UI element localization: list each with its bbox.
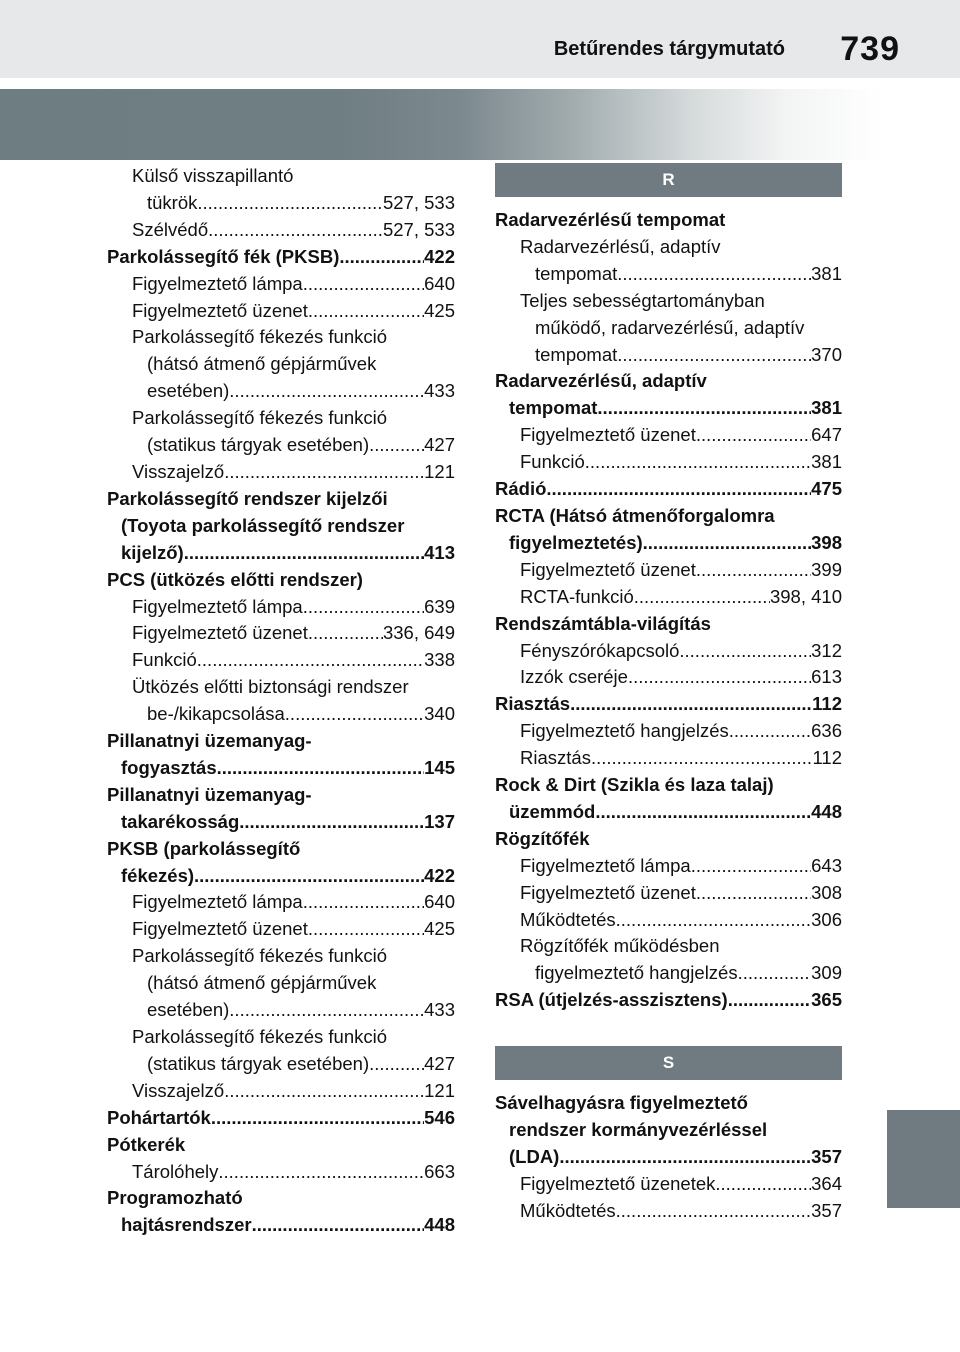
entry-page-ref: 398, 410 — [769, 585, 842, 607]
entry-term: Külső visszapillantó — [132, 165, 294, 186]
index-entry — [107, 755, 455, 782]
entry-page-ref: 121 — [424, 460, 455, 482]
entry-term: (Toyota parkolássegítő rendszer — [121, 514, 405, 536]
index-entry — [107, 701, 455, 728]
index-entry — [107, 1159, 455, 1186]
entry-term: Ütközés előtti biztonsági rendszer — [132, 676, 409, 698]
entry-term: Figyelmeztető lámpa — [132, 891, 303, 913]
entry-page-ref: 121 — [424, 1079, 455, 1101]
dot-leader — [728, 987, 811, 1014]
index-entry — [495, 933, 842, 960]
entry-term: tempomat — [535, 343, 618, 365]
index-entry — [495, 207, 842, 234]
index-entry — [107, 244, 455, 271]
entry-term: (statikus tárgyak esetében) — [147, 1052, 370, 1074]
entry-term: Riasztás — [495, 693, 571, 715]
index-entry — [495, 853, 842, 880]
entry-term: Figyelmeztető lámpa — [520, 854, 691, 876]
index-entry — [107, 1024, 455, 1051]
index-entry — [107, 809, 455, 836]
entry-term: (LDA) — [509, 1146, 560, 1167]
entry-page-ref: 336, 649 — [382, 622, 455, 644]
dot-leader — [308, 298, 424, 325]
index-entry — [495, 557, 842, 584]
entry-page-ref: 306 — [811, 908, 842, 930]
entry-term: Riasztás — [520, 747, 591, 769]
entry-term: Rögzítőfék működésben — [520, 935, 720, 957]
index-entry — [495, 611, 842, 638]
section-heading: R — [495, 163, 842, 197]
index-entry — [107, 217, 455, 244]
entry-term: Tárolóhely — [132, 1160, 219, 1182]
dot-leader — [691, 853, 811, 880]
index-entry — [495, 342, 842, 369]
index-entry — [495, 1171, 842, 1198]
index-entry — [495, 315, 842, 342]
index-column-left — [107, 163, 455, 1239]
entry-page-ref: 381 — [811, 397, 842, 419]
dot-leader — [617, 261, 811, 288]
index-entry — [495, 664, 842, 691]
dot-leader — [729, 718, 811, 745]
dot-leader — [643, 530, 811, 557]
entry-page-ref: 647 — [811, 424, 842, 446]
index-entry — [107, 298, 455, 325]
entry-term: Programozható — [107, 1187, 243, 1209]
dot-leader — [224, 1078, 424, 1105]
index-entry — [107, 405, 455, 432]
dot-leader — [252, 1212, 425, 1239]
index-entry — [107, 1185, 455, 1212]
entry-page-ref: 370 — [811, 343, 842, 365]
entry-page-ref: 145 — [424, 756, 455, 778]
dot-leader — [738, 960, 812, 987]
entry-term: Figyelmeztető üzenet — [132, 622, 308, 644]
index-column-right — [495, 163, 842, 1225]
entry-term: Parkolássegítő rendszer kijelzői — [107, 487, 388, 509]
entry-page-ref: 643 — [811, 854, 842, 876]
entry-page-ref: 640 — [424, 272, 455, 294]
dot-leader — [285, 701, 424, 728]
page-number: 739 — [840, 30, 900, 68]
entry-term: Funkció — [520, 451, 585, 473]
dot-leader — [570, 691, 812, 718]
entry-term: Figyelmeztető üzenetek — [520, 1172, 716, 1194]
entry-term: kijelző) — [121, 541, 184, 563]
entry-page-ref: 546 — [424, 1106, 455, 1128]
entry-term: Figyelmeztető hangjelzés — [520, 720, 729, 742]
entry-term: PCS (ütközés előtti rendszer) — [107, 568, 363, 590]
entry-term: (hátsó átmenő gépjárművek — [147, 972, 377, 994]
dot-leader — [679, 638, 811, 665]
entry-term: Parkolássegítő fékezés funkció — [132, 326, 388, 348]
entry-term: Pillanatnyi üzemanyag- — [107, 783, 312, 805]
dot-leader — [229, 997, 424, 1024]
entry-page-ref: 448 — [424, 1214, 455, 1236]
entry-term: Izzók cseréje — [520, 666, 628, 688]
index-entry — [495, 1144, 842, 1171]
index-entry — [107, 351, 455, 378]
dot-leader — [595, 799, 811, 826]
entry-term: Fényszórókapcsoló — [520, 639, 680, 661]
entry-page-ref: 112 — [812, 747, 842, 769]
index-entry — [107, 432, 455, 459]
dot-leader — [211, 1105, 424, 1132]
index-entry — [107, 459, 455, 486]
entry-page-ref: 422 — [424, 245, 455, 267]
entry-term: Figyelmeztető üzenet — [132, 299, 308, 321]
page-title: Betűrendes tárgymutató — [553, 38, 785, 60]
entry-term: Sávelhagyásra figyelmeztető — [495, 1092, 748, 1114]
entry-term: Visszajelző — [132, 1079, 225, 1101]
index-entry — [107, 970, 455, 997]
entry-page-ref: 338 — [424, 649, 455, 671]
entry-term: Parkolássegítő fékezés funkció — [132, 407, 388, 429]
section-heading: S — [495, 1046, 842, 1080]
index-entry — [495, 584, 842, 611]
entry-term: PKSB (parkolássegítő — [107, 837, 301, 859]
index-entry — [107, 889, 455, 916]
entry-term: Figyelmeztető üzenet — [132, 918, 308, 940]
index-entry — [495, 960, 842, 987]
entry-page-ref: 381 — [811, 262, 842, 284]
entry-term: Parkolássegítő fékezés funkció — [132, 1026, 388, 1047]
dot-leader — [628, 664, 811, 691]
dot-leader — [585, 449, 811, 476]
entry-term: Parkolássegítő fék (PKSB) — [107, 245, 340, 267]
entry-term: Pohártartók — [107, 1106, 211, 1128]
entry-page-ref: 433 — [424, 999, 455, 1021]
entry-term: tempomat — [535, 262, 618, 284]
index-entry — [495, 234, 842, 261]
dot-leader — [218, 1159, 424, 1186]
entry-page-ref: 527, 533 — [382, 218, 455, 240]
entry-term: tempomat — [509, 397, 598, 419]
index-entry — [107, 190, 455, 217]
index-entry — [107, 1051, 455, 1078]
index-entry — [107, 540, 455, 567]
entry-term: Figyelmeztető üzenet — [520, 881, 696, 903]
entry-term: Visszajelző — [132, 460, 225, 482]
entry-page-ref: 663 — [424, 1160, 455, 1182]
index-entry — [495, 395, 842, 422]
index-entry — [495, 691, 842, 718]
entry-page-ref: 112 — [812, 693, 842, 715]
dot-leader — [369, 432, 424, 459]
dot-leader — [696, 557, 811, 584]
section-gap — [495, 1014, 842, 1046]
entry-term: takarékosság — [121, 810, 240, 832]
entry-page-ref: 381 — [811, 451, 842, 473]
index-entry — [495, 288, 842, 315]
entry-term: Figyelmeztető lámpa — [132, 595, 303, 617]
index-entry — [107, 567, 455, 594]
index-entry — [495, 1090, 842, 1117]
index-entry — [495, 718, 842, 745]
entry-page-ref: 413 — [424, 541, 455, 563]
dot-leader — [634, 584, 770, 611]
index-entry — [495, 422, 842, 449]
dot-leader — [217, 755, 425, 782]
dot-leader — [308, 916, 424, 943]
entry-term: hajtásrendszer — [121, 1214, 252, 1236]
dot-leader — [546, 476, 811, 503]
entry-term: (statikus tárgyak esetében) — [147, 434, 370, 456]
entry-term: Működtetés — [520, 908, 616, 930]
dot-leader — [591, 745, 813, 772]
entry-term: Pillanatnyi üzemanyag- — [107, 730, 312, 752]
entry-term: fékezés) — [121, 864, 195, 886]
entry-page-ref: 309 — [811, 962, 842, 984]
entry-page-ref: 357 — [811, 1146, 842, 1167]
index-entry — [107, 513, 455, 540]
entry-page-ref: 364 — [811, 1172, 842, 1194]
dot-leader — [616, 907, 811, 934]
index-entry — [107, 997, 455, 1024]
entry-page-ref: 448 — [811, 800, 842, 822]
index-entry — [495, 772, 842, 799]
dot-leader — [308, 620, 383, 647]
index-entry — [495, 530, 842, 557]
entry-term: esetében) — [147, 999, 230, 1021]
entry-term: Rögzítőfék — [495, 827, 590, 849]
index-entry — [107, 863, 455, 890]
index-entry — [107, 647, 455, 674]
index-entry — [107, 324, 455, 351]
entry-page-ref: 422 — [424, 864, 455, 886]
entry-term: Radarvezérlésű, adaptív — [520, 235, 721, 257]
entry-term: Figyelmeztető üzenet — [520, 424, 696, 446]
header-banner — [0, 89, 960, 160]
entry-term: Figyelmeztető üzenet — [520, 558, 696, 580]
entry-page-ref: 475 — [811, 478, 842, 500]
entry-term: működő, radarvezérlésű, adaptív — [535, 316, 805, 338]
entry-page-ref: 357 — [811, 1199, 842, 1221]
entry-page-ref: 398 — [811, 531, 842, 553]
dot-leader — [229, 378, 424, 405]
entry-term: Rádió — [495, 478, 547, 500]
index-entry — [107, 782, 455, 809]
index-entry — [107, 1212, 455, 1239]
dot-leader — [197, 647, 424, 674]
index-entry — [495, 1117, 842, 1144]
dot-leader — [208, 217, 383, 244]
entry-page-ref: 308 — [811, 881, 842, 903]
dot-leader — [303, 889, 424, 916]
entry-term: Működtetés — [520, 1199, 616, 1221]
dot-leader — [559, 1144, 811, 1171]
entry-term: Funkció — [132, 649, 197, 671]
dot-leader — [184, 540, 424, 567]
entry-term: Szélvédő — [132, 218, 209, 240]
entry-page-ref: 433 — [424, 380, 455, 402]
entry-term: esetében) — [147, 380, 230, 402]
entry-page-ref: 427 — [424, 434, 455, 456]
entry-term: figyelmeztetés) — [509, 531, 643, 553]
entry-term: (hátsó átmenő gépjárművek — [147, 353, 377, 375]
entry-term: üzemmód — [509, 800, 596, 822]
entry-term: Figyelmeztető lámpa — [132, 272, 303, 294]
dot-leader — [696, 880, 811, 907]
dot-leader — [197, 190, 383, 217]
dot-leader — [303, 271, 424, 298]
entry-page-ref: 425 — [424, 299, 455, 321]
dot-leader — [369, 1051, 424, 1078]
index-entry — [107, 1078, 455, 1105]
index-entry — [495, 880, 842, 907]
entry-page-ref: 613 — [811, 666, 842, 688]
dot-leader — [616, 1198, 811, 1225]
index-entry — [495, 476, 842, 503]
entry-page-ref: 427 — [424, 1052, 455, 1074]
entry-page-ref: 365 — [811, 989, 842, 1011]
index-entry — [107, 916, 455, 943]
index-entry — [495, 261, 842, 288]
entry-term: Teljes sebességtartományban — [520, 289, 765, 311]
section-thumb-tab — [887, 1110, 960, 1208]
dot-leader — [339, 244, 424, 271]
entry-term: Radarvezérlésű tempomat — [495, 209, 726, 230]
entry-term: RSA (útjelzés-asszisztens) — [495, 989, 728, 1011]
dot-leader — [696, 422, 811, 449]
entry-term: Rock & Dirt (Szikla és laza talaj) — [495, 774, 774, 796]
index-entry — [107, 163, 455, 190]
dot-leader — [303, 594, 424, 621]
index-entry — [107, 594, 455, 621]
index-entry — [107, 620, 455, 647]
index-entry — [107, 486, 455, 513]
index-entry — [495, 449, 842, 476]
entry-term: RCTA-funkció — [520, 585, 634, 607]
entry-page-ref: 399 — [811, 558, 842, 580]
dot-leader — [194, 863, 424, 890]
index-entry — [107, 836, 455, 863]
entry-term: Parkolássegítő fékezés funkció — [132, 945, 388, 967]
dot-leader — [597, 395, 811, 422]
entry-page-ref: 340 — [424, 703, 455, 725]
index-entry — [107, 674, 455, 701]
entry-term: tükrök — [147, 191, 198, 213]
entry-page-ref: 636 — [811, 720, 842, 742]
entry-page-ref: 640 — [424, 891, 455, 913]
index-entry — [107, 943, 455, 970]
index-entry — [107, 1105, 455, 1132]
index-entry — [495, 503, 842, 530]
entry-term: be-/kikapcsolása — [147, 703, 285, 725]
index-entry — [495, 368, 842, 395]
entry-term: fogyasztás — [121, 756, 217, 778]
index-entry — [495, 799, 842, 826]
index-entry — [107, 728, 455, 755]
index-entry — [107, 271, 455, 298]
entry-term: rendszer kormányvezérléssel — [509, 1119, 768, 1141]
index-entry — [107, 378, 455, 405]
dot-leader — [617, 342, 811, 369]
entry-page-ref: 137 — [424, 810, 455, 832]
entry-term: Radarvezérlésű, adaptív — [495, 370, 707, 392]
index-entry — [107, 1132, 455, 1159]
dot-leader — [715, 1171, 811, 1198]
index-entry — [495, 987, 842, 1014]
dot-leader — [239, 809, 424, 836]
entry-term: RCTA (Hátsó átmenőforgalomra — [495, 504, 775, 526]
dot-leader — [224, 459, 424, 486]
entry-term: Rendszámtábla-világítás — [495, 612, 711, 634]
index-entry — [495, 745, 842, 772]
entry-term: figyelmeztető hangjelzés — [535, 962, 738, 984]
index-entry — [495, 826, 842, 853]
entry-page-ref: 312 — [811, 639, 842, 661]
entry-page-ref: 425 — [424, 918, 455, 940]
entry-page-ref: 527, 533 — [382, 191, 455, 213]
index-entry — [495, 1198, 842, 1225]
entry-term: Pótkerék — [107, 1133, 186, 1155]
index-entry — [495, 638, 842, 665]
entry-page-ref: 639 — [424, 595, 455, 617]
index-entry — [495, 907, 842, 934]
